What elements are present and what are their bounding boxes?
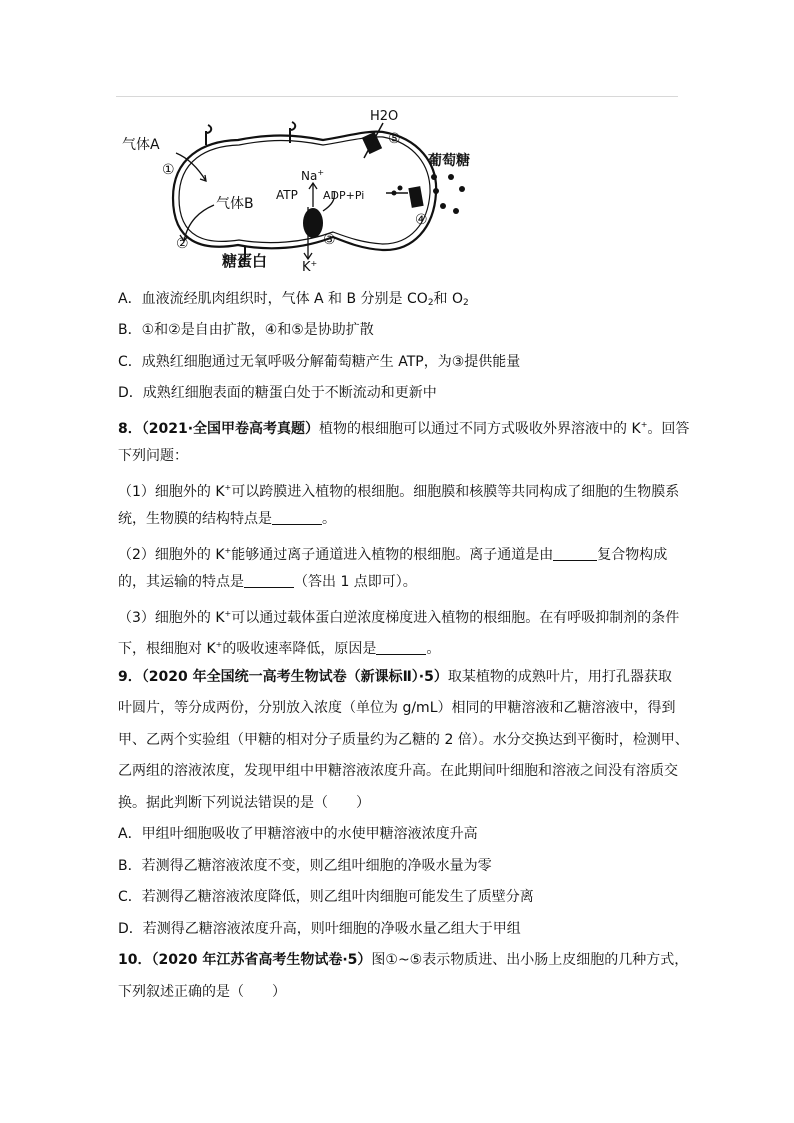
q8-part1-line-1: （1）细胞外的 K+可以跨膜进入植物的根细胞。细胞膜和核膜等共同构成了细胞的生物膜系 bbox=[118, 483, 680, 500]
marker-2: ② bbox=[176, 236, 189, 252]
q7-option-a: A．血液流经肌肉组织时，气体 A 和 B 分别是 $CO_2$和 $O_2$ bbox=[118, 291, 469, 308]
cell-transport-diagram bbox=[118, 103, 490, 283]
answer-blank[interactable] bbox=[376, 640, 426, 655]
q7-option-b: B．①和②是自由扩散，④和⑤是协助扩散 bbox=[118, 322, 374, 338]
q8-part3-line-1: （3）细胞外的 K+可以通过载体蛋白逆浓度梯度进入植物的根细胞。在有呼吸抑制剂的条件 bbox=[118, 609, 680, 626]
sodium-label: Na+ bbox=[301, 168, 325, 183]
glucose-dot bbox=[433, 188, 439, 194]
q8-source: （2021·全国甲卷高考真题） bbox=[141, 421, 320, 437]
gas-a-label: 气体A bbox=[122, 137, 160, 153]
q9-option-d: D．若测得乙糖溶液浓度升高，则叶细胞的净吸水量乙组大于甲组 bbox=[118, 921, 521, 937]
q9-stem-line-5: 换。据此判断下列说法错误的是（ ） bbox=[118, 795, 370, 811]
q10-number: 10． bbox=[118, 952, 152, 968]
q7-option-c: C．成熟红细胞通过无氧呼吸分解葡萄糖产生 ATP，为③提供能量 bbox=[118, 354, 521, 370]
answer-blank[interactable] bbox=[272, 510, 322, 525]
q7-option-d: D．成熟红细胞表面的糖蛋白处于不断流动和更新中 bbox=[118, 385, 437, 401]
q8-number: 8． bbox=[118, 421, 142, 437]
answer-blank[interactable] bbox=[244, 573, 294, 588]
marker-3: ③ bbox=[323, 232, 336, 248]
q9-option-a: A．甲组叶细胞吸收了甲糖溶液中的水使甲糖溶液浓度升高 bbox=[118, 826, 478, 842]
sodium-potassium-pump-icon bbox=[303, 208, 323, 238]
q9-option-b: B．若测得乙糖溶液浓度不变，则乙组叶细胞的净吸水量为零 bbox=[118, 858, 492, 874]
answer-blank[interactable] bbox=[553, 546, 597, 561]
q8-stem-line-1: 8．（2021·全国甲卷高考真题）植物的根细胞可以通过不同方式吸收外界溶液中的 K+。回答 bbox=[118, 420, 690, 437]
q8-part3-line-2: 下，根细胞对 K+的吸收速率降低，原因是 。 bbox=[118, 640, 441, 657]
marker-4: ④ bbox=[415, 212, 428, 228]
atp-label: ATP bbox=[276, 188, 298, 202]
q10-source: （2020 年江苏省高考生物试卷·5） bbox=[151, 952, 372, 968]
q9-stem-line-3: 甲、乙两个实验组（甲糖的相对分子质量约为乙糖的 2 倍）。水分交换达到平衡时，检测甲、 bbox=[118, 732, 689, 748]
q8-part2-line-1: （2）细胞外的 K+能够通过离子通道进入植物的根细胞。离子通道是由 复合物构成 bbox=[118, 546, 668, 563]
q9-source: （2020 年全国统一高考生物试卷（新课标Ⅱ）·5） bbox=[141, 669, 448, 685]
q9-stem-line-1: 9．（2020 年全国统一高考生物试卷（新课标Ⅱ）·5）取某植物的成熟叶片，用打孔器获取 bbox=[118, 669, 672, 685]
glucose-label: 葡萄糖 bbox=[428, 153, 470, 169]
marker-1: ① bbox=[162, 162, 175, 178]
q10-stem-line-1: 10．（2020 年江苏省高考生物试卷·5）图①~⑤表示物质进、出小肠上皮细胞的几种方式， bbox=[118, 952, 689, 968]
q9-stem-line-2: 叶圆片，等分成两份，分别放入浓度（单位为 g/mL）相同的甲糖溶液和乙糖溶液中，得到 bbox=[118, 700, 676, 716]
marker-5: ⑤ bbox=[388, 131, 401, 147]
glycoprotein-label: 糖蛋白 bbox=[222, 252, 268, 270]
q9-stem-line-4: 乙两组的溶液浓度，发现甲组中甲糖溶液浓度升高。在此期间叶细胞和溶液之间没有溶质交 bbox=[118, 763, 678, 779]
page-header-rule bbox=[116, 96, 678, 97]
q9-number: 9． bbox=[118, 669, 142, 685]
adp-pi-label: ADP+Pi bbox=[323, 189, 365, 202]
q8-part1-line-2: 统，生物膜的结构特点是 。 bbox=[118, 511, 336, 527]
q8-part2-line-2: 的，其运输的特点是 （答出 1 点即可）。 bbox=[118, 574, 417, 590]
potassium-label: K+ bbox=[302, 259, 318, 275]
q9-option-c: C．若测得乙糖溶液浓度降低，则乙组叶肉细胞可能发生了质壁分离 bbox=[118, 889, 534, 905]
water-label: H2O bbox=[370, 109, 399, 124]
glucose-carrier-icon bbox=[408, 186, 423, 208]
q8-stem-line-2: 下列问题： bbox=[118, 448, 188, 464]
q10-stem-line-2: 下列叙述正确的是（ ） bbox=[118, 984, 286, 1000]
gas-b-label: 气体B bbox=[216, 196, 254, 212]
diagram-svg bbox=[118, 103, 490, 283]
